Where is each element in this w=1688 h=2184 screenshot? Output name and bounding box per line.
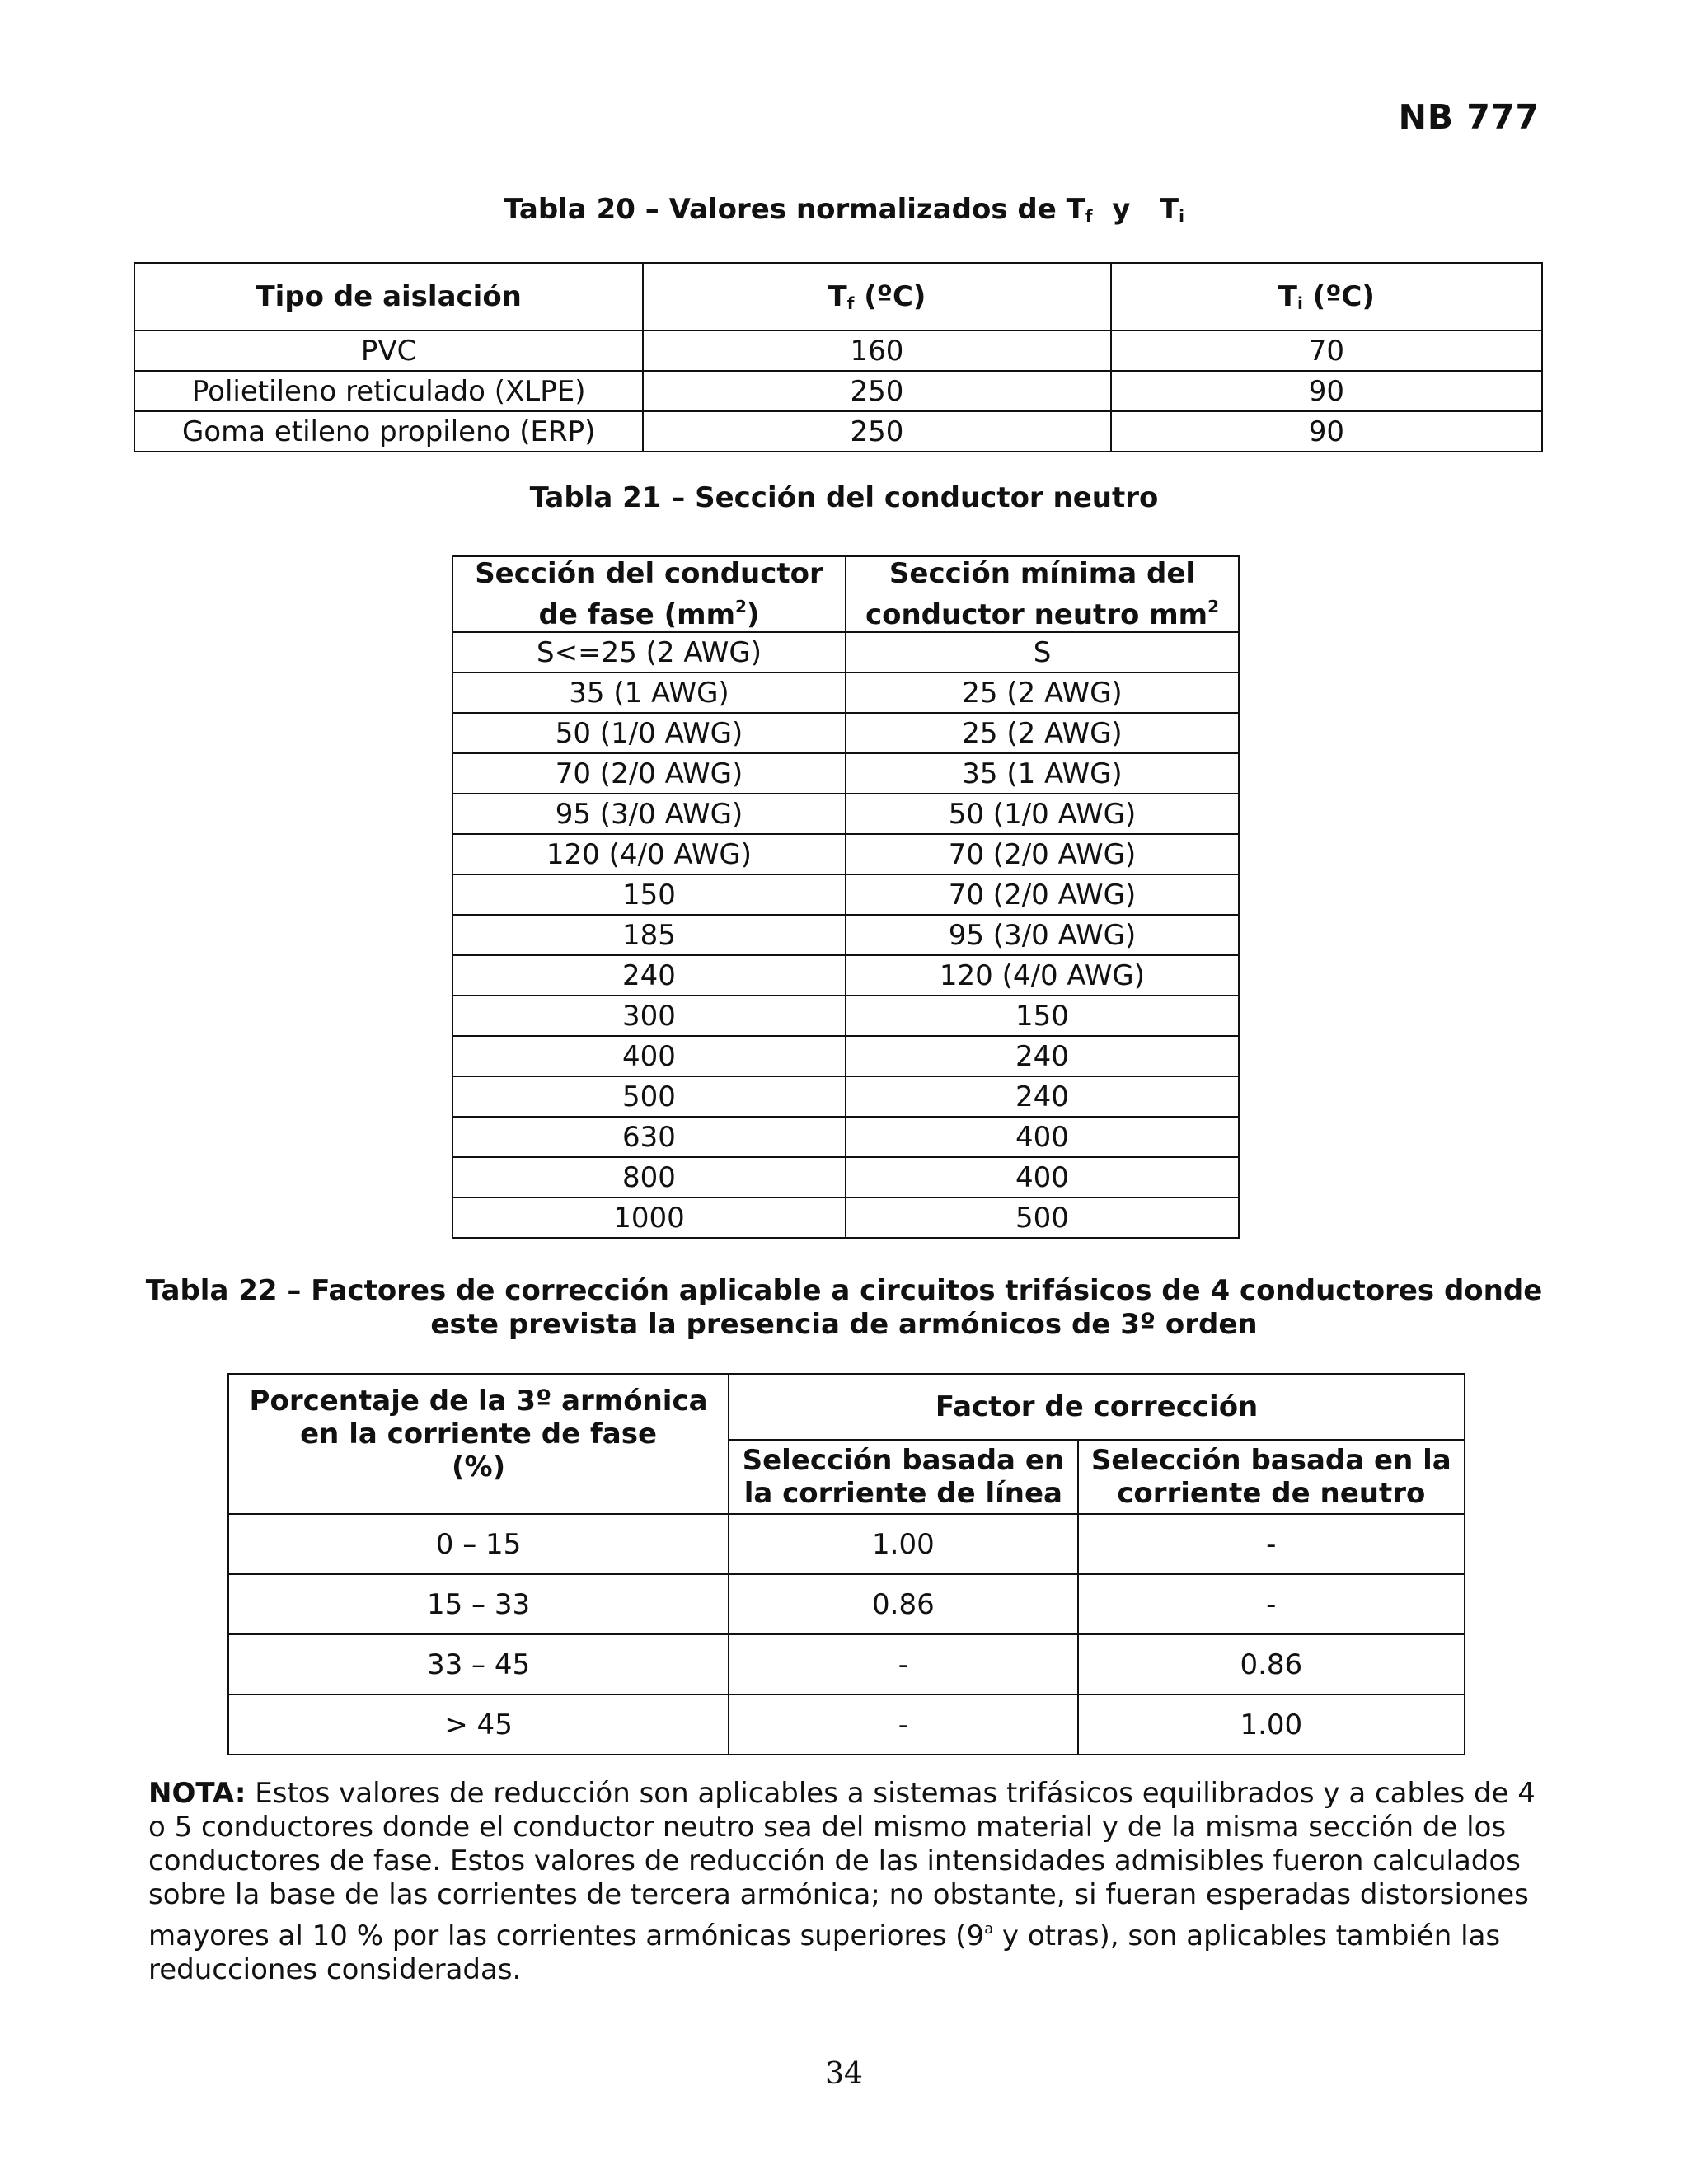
table22-header-neutral-current: Selección basada en la corriente de neutro [1078, 1440, 1465, 1514]
table-cell: 35 (1 AWG) [846, 753, 1239, 794]
table-cell: 500 [846, 1197, 1239, 1238]
table22-header-row [228, 1374, 1465, 1440]
table22-header-harmonic-percentage: Porcentaje de la 3º armónica en la corriente de fase (%) [228, 1374, 729, 1514]
table21-header-row [452, 556, 1239, 632]
table-cell: 95 (3/0 AWG) [452, 794, 846, 834]
table-cell: 630 [452, 1117, 846, 1157]
table20 [134, 262, 1543, 452]
table-row [452, 713, 1239, 753]
note-label: NOTA: [148, 1777, 246, 1810]
table-cell: 150 [846, 996, 1239, 1036]
table20-header-tf: $T_f$ (ºC) [643, 263, 1110, 330]
table-cell: 70 (2/0 AWG) [846, 834, 1239, 874]
table-cell: 70 (2/0 AWG) [846, 874, 1239, 915]
table-cell: 120 (4/0 AWG) [452, 834, 846, 874]
table-cell: - [1078, 1574, 1465, 1634]
table-cell: 50 (1/0 AWG) [452, 713, 846, 753]
table-cell: 250 [643, 411, 1110, 452]
table-cell: S [846, 632, 1239, 673]
table-cell: 90 [1111, 371, 1542, 411]
table-cell: 240 [846, 1076, 1239, 1117]
table-cell: 300 [452, 996, 846, 1036]
table-row [452, 915, 1239, 955]
table21 [452, 555, 1240, 1239]
table-cell: > 45 [228, 1694, 729, 1755]
table-cell: 33 – 45 [228, 1634, 729, 1694]
table-cell: - [729, 1694, 1077, 1755]
table-cell: 1000 [452, 1197, 846, 1238]
table-cell: 50 (1/0 AWG) [846, 794, 1239, 834]
table-cell: 90 [1111, 411, 1542, 452]
table-row [452, 874, 1239, 915]
table-row [452, 632, 1239, 673]
table-cell: 500 [452, 1076, 846, 1117]
table-row [228, 1574, 1465, 1634]
table-cell: 95 (3/0 AWG) [846, 915, 1239, 955]
table-cell: 250 [643, 371, 1110, 411]
table-cell: 400 [846, 1157, 1239, 1197]
table-cell: 0.86 [729, 1574, 1077, 1634]
table20-caption: Tabla 20 – Valores normalizados de $T_f$ y $T_i$ [504, 193, 1184, 226]
table22 [227, 1373, 1465, 1755]
table-row [452, 996, 1239, 1036]
table-row [452, 955, 1239, 996]
note-paragraph [148, 1777, 1550, 1987]
table-row [452, 834, 1239, 874]
table-cell: 120 (4/0 AWG) [846, 955, 1239, 996]
table-cell: S<=25 (2 AWG) [452, 632, 846, 673]
table-cell: 150 [452, 874, 846, 915]
table-row [452, 673, 1239, 713]
table-row [452, 753, 1239, 794]
table-row [452, 1157, 1239, 1197]
table-row [228, 1634, 1465, 1694]
table-row [134, 411, 1542, 452]
table22-header-correction-factor: Factor de corrección [729, 1374, 1465, 1440]
table-row [452, 1197, 1239, 1238]
table20-header-ti: $T_i$ (ºC) [1111, 263, 1542, 330]
table-row [228, 1514, 1465, 1574]
table-cell: 25 (2 AWG) [846, 673, 1239, 713]
table22-header-line-current: Selección basada en la corriente de línea [729, 1440, 1077, 1514]
table21-header-neutral-section: Sección mínima del conductor neutro $mm^2$ [846, 556, 1239, 632]
table-cell: 400 [452, 1036, 846, 1076]
table-row [228, 1694, 1465, 1755]
table-cell: Polietileno reticulado (XLPE) [134, 371, 643, 411]
table-cell: 1.00 [729, 1514, 1077, 1574]
table-cell: PVC [134, 330, 643, 371]
table22-caption: Tabla 22 – Factores de corrección aplicable a circuitos trifásicos de 4 conductores donde este prevista la presencia de armónicos de 3º orden [145, 1274, 1543, 1341]
table-row [452, 1036, 1239, 1076]
standard-code: NB 777 [1398, 97, 1540, 137]
note-text-end: y otras), son aplicables también las reducciones consideradas. [148, 1919, 1501, 1986]
table-cell: 0.86 [1078, 1634, 1465, 1694]
table20-header-row [134, 263, 1542, 330]
table-cell: 185 [452, 915, 846, 955]
table-cell: 1.00 [1078, 1694, 1465, 1755]
table-cell: 240 [452, 955, 846, 996]
table-cell: - [1078, 1514, 1465, 1574]
table-cell: 240 [846, 1036, 1239, 1076]
table-row [452, 1076, 1239, 1117]
table-cell: 160 [643, 330, 1110, 371]
table-row [452, 1117, 1239, 1157]
table-row [134, 371, 1542, 411]
table-row [452, 794, 1239, 834]
page-number: 34 [825, 2057, 863, 2091]
table-cell: 35 (1 AWG) [452, 673, 846, 713]
table20-header-insulation: Tipo de aislación [134, 263, 643, 330]
note-text: Estos valores de reducción son aplicables a sistemas trifásicos equilibrados y a cables de 4 o 5 conductores donde el conductor neutro sea del mismo material y de la misma sección de los conductores de fase. Estos valores de reducción de las intensidades admisibles fueron calculados sobre la base de las corrientes de tercera armónica; no obstante, si fueran esperadas distorsiones mayores al 10 % por las corrientes armónicas superiores (9 [148, 1777, 1536, 1952]
table-cell: 15 – 33 [228, 1574, 729, 1634]
table-cell: 70 (2/0 AWG) [452, 753, 846, 794]
table-cell: 400 [846, 1117, 1239, 1157]
note-superscript: a [984, 1920, 994, 1938]
table-row [134, 330, 1542, 371]
table-cell: - [729, 1634, 1077, 1694]
table-cell: 25 (2 AWG) [846, 713, 1239, 753]
table21-caption: Tabla 21 – Sección del conductor neutro [529, 481, 1159, 514]
table21-header-phase-section: Sección del conductor de fase $(mm^2)$ [452, 556, 846, 632]
table-cell: Goma etileno propileno (ERP) [134, 411, 643, 452]
table-cell: 70 [1111, 330, 1542, 371]
table-cell: 0 – 15 [228, 1514, 729, 1574]
table-cell: 800 [452, 1157, 846, 1197]
